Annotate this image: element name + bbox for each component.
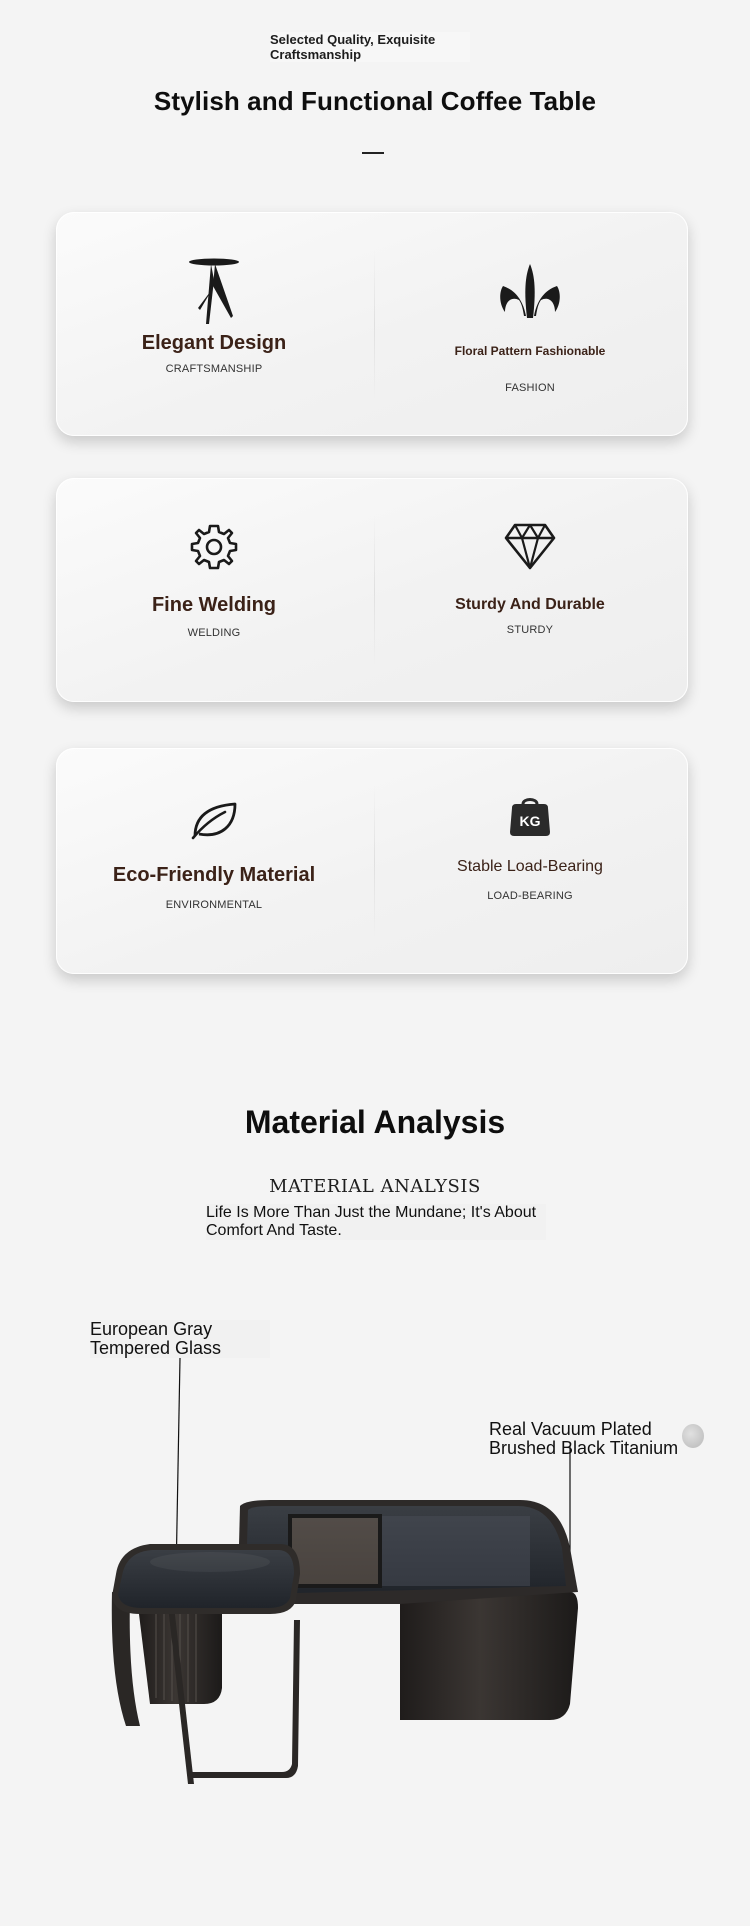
page-title: Stylish and Functional Coffee Table bbox=[153, 86, 597, 116]
feature-title: Elegant Design bbox=[141, 332, 287, 354]
glass-label: European Gray Tempered Glass bbox=[90, 1320, 270, 1358]
feature-title: Floral Pattern Fashionable bbox=[454, 344, 606, 358]
feature-subtitle: FASHION bbox=[505, 382, 555, 394]
feature-subtitle: STURDY bbox=[506, 624, 554, 636]
weight-kg-text: KG bbox=[519, 813, 541, 829]
material-analysis-description: Life Is More Than Just the Mundane; It's About Comfort And Taste. bbox=[206, 1204, 546, 1240]
section-kicker: Selected Quality, Exquisite Craftsmanship bbox=[270, 32, 470, 62]
feature-title: Fine Welding bbox=[151, 594, 277, 616]
feature-subtitle: LOAD-BEARING bbox=[487, 890, 573, 902]
feature-title: Stable Load-Bearing bbox=[457, 858, 603, 875]
feature-subtitle: WELDING bbox=[187, 627, 241, 639]
titanium-label: Real Vacuum Plated Brushed Black Titanium bbox=[489, 1419, 679, 1458]
feature-title: Eco-Friendly Material bbox=[112, 864, 316, 886]
material-analysis-title: Material Analysis bbox=[244, 1104, 506, 1140]
feature-subtitle: CRAFTSMANSHIP bbox=[165, 363, 263, 375]
feature-title: Sturdy And Durable bbox=[455, 596, 605, 613]
coffee-table-illustration bbox=[100, 1488, 580, 1798]
feature-subtitle: ENVIRONMENTAL bbox=[165, 899, 263, 911]
material-analysis-subtitle: MATERIAL ANALYSIS bbox=[269, 1176, 481, 1197]
